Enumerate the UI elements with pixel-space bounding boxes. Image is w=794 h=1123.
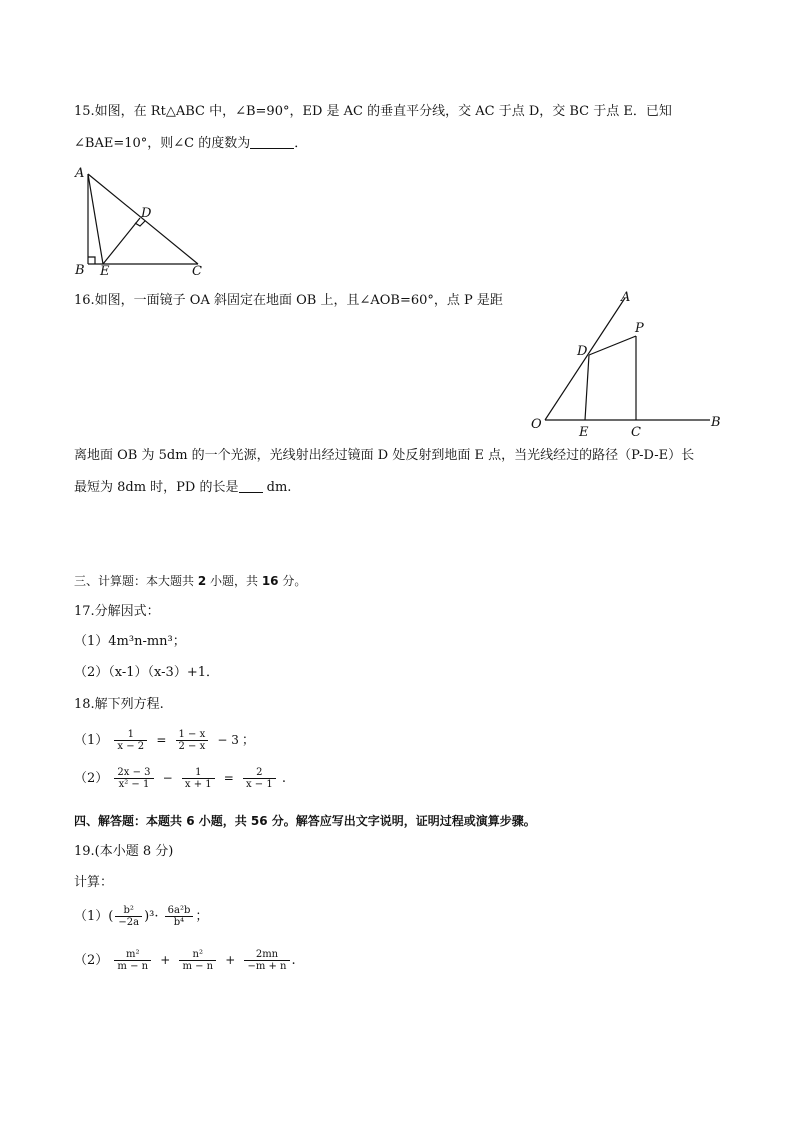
q15-line1: 15.如图，在 Rt△ABC 中，∠B=90°，ED 是 AC 的垂直平分线，交 AC 于点 D，交 BC 于点 E．已知 (74, 104, 672, 119)
section-3-heading (74, 572, 306, 590)
q19-part2-label: （2） (74, 953, 109, 968)
q15-label-d: D (141, 206, 152, 221)
numerator: 2x − 3 (114, 767, 153, 779)
fraction (114, 729, 147, 752)
section-3-count: 2 (197, 574, 207, 588)
operator: + (225, 953, 236, 967)
operator: − 3 (217, 733, 239, 747)
q16-label-d: D (577, 344, 588, 359)
q17-part1-label: （1） (74, 634, 109, 649)
q15-triangle-figure (70, 162, 220, 282)
q16-label-e: E (579, 425, 589, 440)
q16-line1: 16.如图，一面镜子 OA 斜固定在地面 OB 上，且∠AOB=60°，点 P 是距 (74, 293, 503, 308)
q17-part1 (74, 633, 186, 651)
section-4-suffix: 分。解答应写出文字说明，证明过程或演算步骤。 (267, 814, 536, 828)
section-3-prefix: 三、计算题：本大题共 (74, 574, 198, 588)
fraction (176, 729, 209, 752)
q18-part1 (74, 727, 255, 754)
numerator: m² (114, 949, 151, 961)
q15-line2-end: ． (294, 136, 308, 151)
q15-label-b: B (75, 263, 85, 278)
section-4-middle: 小题，共 (194, 814, 251, 828)
paren-open: ( (108, 909, 114, 924)
q18-title: 18.解下列方程. (74, 697, 164, 712)
q17-title: 17.分解因式： (74, 604, 160, 619)
section-4-heading (74, 812, 536, 830)
section-3-middle: 小题，共 (206, 574, 262, 588)
numerator: 2 (243, 767, 276, 779)
operator: + (160, 953, 171, 967)
q19-title: 19.(本小题 8 分) (74, 844, 174, 859)
answer-blank[interactable] (239, 480, 263, 493)
q16-line3-text: 最短为 8dm 时，PD 的长是 (74, 480, 239, 495)
q15-line2-text: ∠BAE=10°，则∠C 的度数为 (74, 136, 251, 151)
q16-label-p: P (635, 321, 644, 336)
numerator: n² (179, 949, 216, 961)
numerator: b² (115, 905, 142, 917)
denominator: x² − 1 (118, 779, 150, 790)
answer-blank[interactable] (250, 136, 294, 149)
numerator: 2mn (244, 949, 289, 961)
q15-line2 (74, 135, 307, 153)
denominator: m − n (182, 961, 214, 972)
operator: = (223, 771, 234, 785)
q19-part1-label: （1） (74, 909, 109, 924)
q15-label-a: A (75, 166, 85, 181)
numerator: 1 − x (176, 729, 209, 741)
q16-mirror-figure (525, 285, 730, 445)
denominator: m − n (117, 961, 149, 972)
q16-label-o: O (531, 417, 542, 432)
q16-line3-end: dm. (262, 480, 292, 495)
q19-part2 (74, 945, 296, 976)
fraction (182, 767, 215, 790)
punctuation: . (281, 771, 286, 786)
q18-part1-label: （1） (74, 733, 109, 748)
section-3-suffix: 分。 (278, 574, 307, 588)
q16-label-c: C (631, 425, 641, 440)
paren-close-power: )³· (144, 909, 159, 924)
denominator: −2a (118, 917, 140, 928)
q16-label-b: B (711, 415, 721, 430)
q16-label-a: A (621, 290, 631, 305)
denominator: 2 − x (178, 741, 206, 752)
punctuation: ； (195, 909, 209, 924)
denominator: b⁴ (173, 917, 185, 928)
section-4-count: 6 (186, 814, 195, 828)
q17-part2-label: （2） (74, 665, 109, 680)
operator: − (162, 771, 173, 785)
q19-subtitle: 计算： (74, 875, 114, 890)
q19-part1 (74, 902, 208, 932)
operator: = (156, 733, 167, 747)
q17-part2-expr: （x-1）（x-3）+1． (108, 665, 219, 680)
q16-line3 (74, 479, 291, 497)
q17-part2 (74, 664, 219, 682)
q15-label-c: C (192, 264, 202, 279)
q18-part2 (74, 765, 286, 792)
denominator: x + 1 (184, 779, 212, 790)
q17-part1-expr: 4m³n-mn³； (108, 634, 186, 649)
fraction (244, 949, 289, 972)
section-3-score: 16 (261, 574, 279, 588)
q15-label-e: E (100, 264, 110, 279)
q18-part2-label: （2） (74, 771, 109, 786)
numerator: 1 (114, 729, 147, 741)
q16-line2: 离地面 OB 为 5dm 的一个光源，光线射出经过镜面 D 处反射到地面 E 点，当光线经过的路径（P-D-E）长 (74, 448, 695, 463)
fraction (114, 767, 153, 790)
numerator: 1 (182, 767, 215, 779)
numerator: 6a²b (165, 905, 194, 917)
fraction (243, 767, 276, 790)
fraction (165, 905, 194, 928)
denominator: x − 2 (117, 741, 145, 752)
punctuation: ； (241, 733, 255, 748)
fraction (114, 949, 151, 972)
section-4-score: 56 (250, 814, 268, 828)
fraction (115, 905, 142, 928)
fraction (179, 949, 216, 972)
punctuation: . (291, 953, 296, 968)
section-4-prefix: 四、解答题：本题共 (74, 814, 187, 828)
denominator: −m + n (247, 961, 287, 972)
denominator: x − 1 (245, 779, 273, 790)
